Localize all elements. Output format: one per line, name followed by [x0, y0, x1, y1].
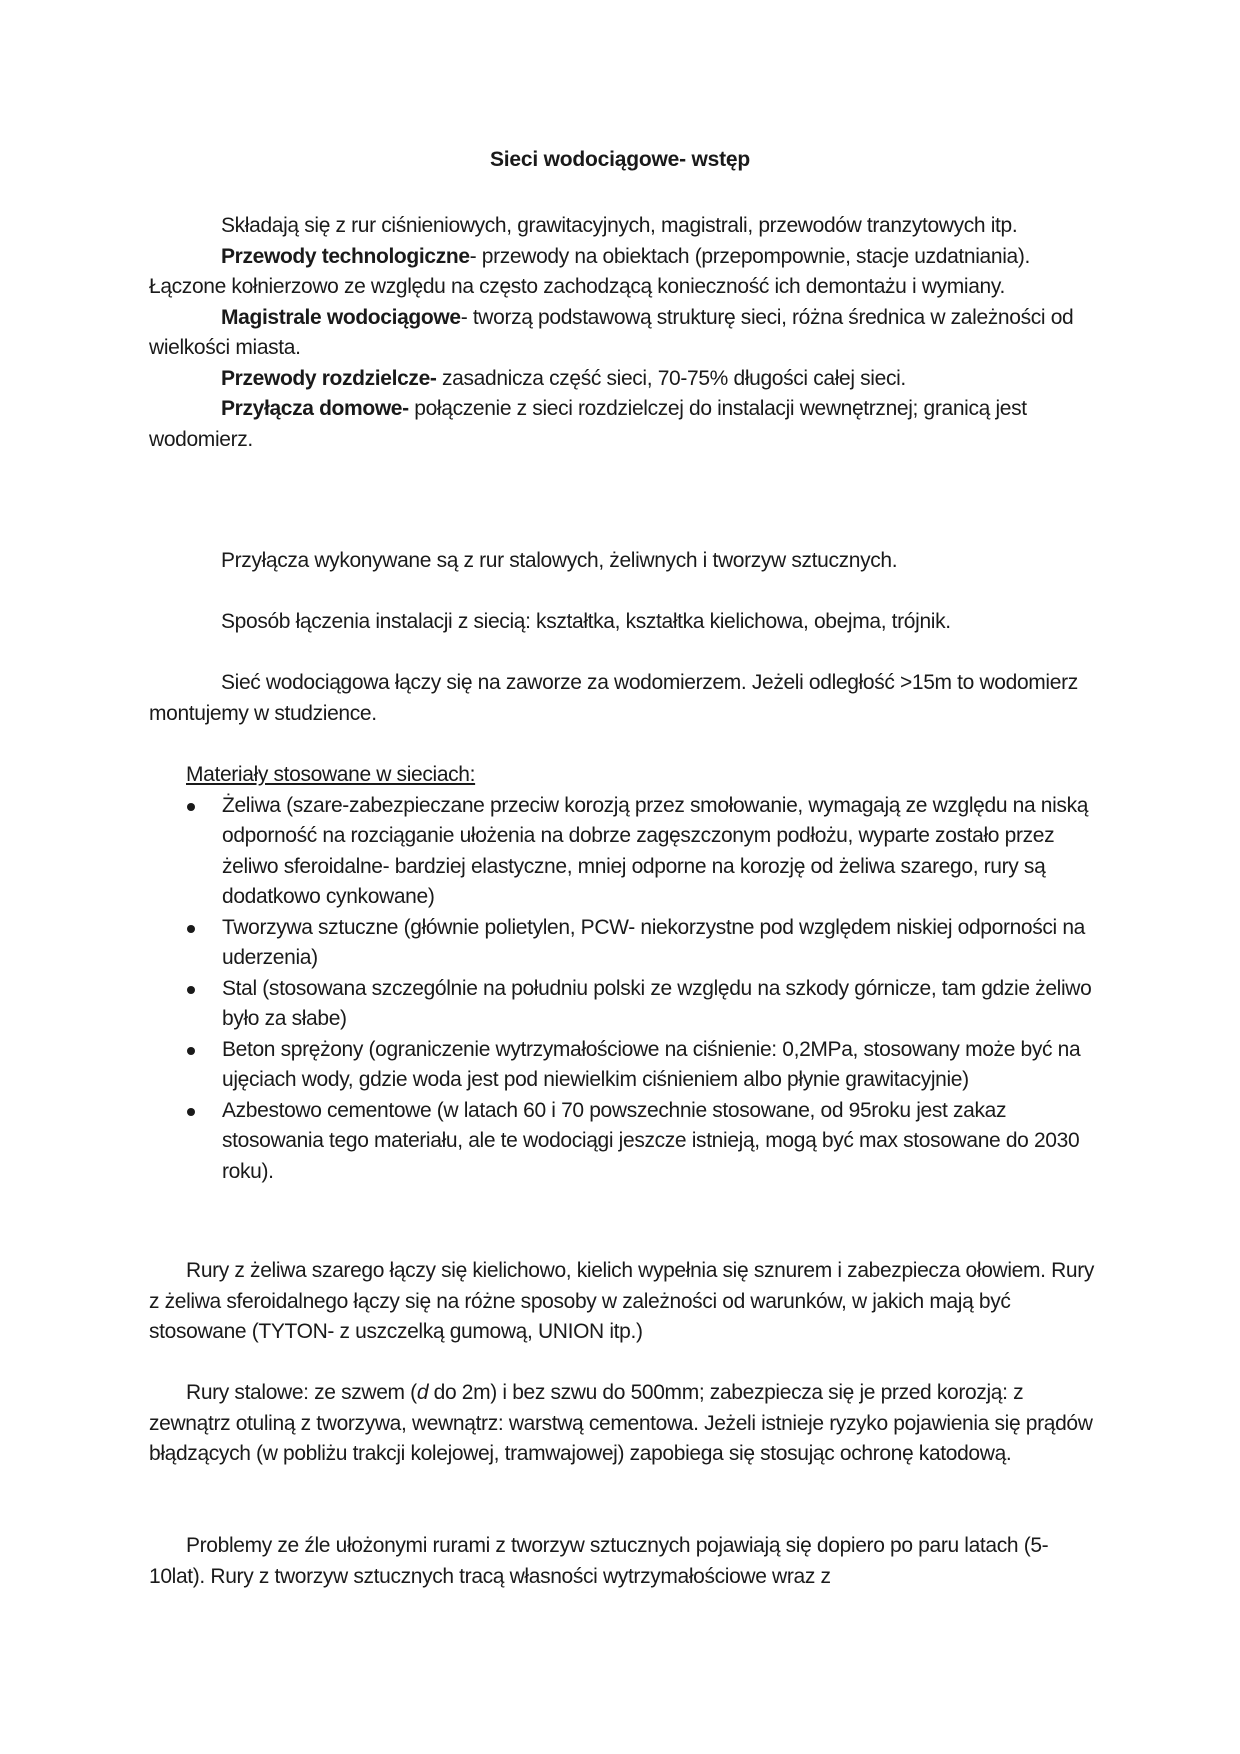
term-distribution-pipes: Przewody rozdzielcze- [221, 366, 437, 390]
network-valve-paragraph [149, 668, 1099, 729]
intro-paragraph: Składają się z rur ciśnieniowych, grawitacyjnych, magistrali, przewodów tranzytowych itp. [221, 214, 1018, 237]
cast-iron-pipes-text: Rury z żeliwa szarego łączy się kielichowo, kielich wypełnia się sznurem i zabezpiecza ołowiem. Rury z żeliwa sferoidalnego łączy się na różne sposoby w zależności od warunków, w jakich mają być stosowane (TYTON- z uszczelką gumową, UNION itp.) [149, 1259, 1095, 1343]
list-item [149, 791, 1099, 913]
bullet-icon [187, 925, 195, 933]
network-valve-text: Sieć wodociągowa łączy się na zaworze za wodomierzem. Jeżeli odległość >15m to wodomierz montujemy w studzience. [149, 671, 1078, 725]
list-item [149, 974, 1099, 1035]
connections-material-text: Przyłącza wykonywane są z rur stalowych, żeliwnych i tworzyw sztucznych. [221, 549, 898, 572]
material-cast-iron: Żeliwa (szare-zabezpieczane przeciw korozją przez smołowanie, wymagają ze względu na niską odporność na rozciąganie ułożenia na dobrze zagęszczonym podłożu, wyparte zostało przez żeliwo sferoidalne- bardziej elastyczne, mniej odporne na korozję od żeliwa szarego, rury są dodatkowo cynkowane) [222, 793, 1089, 908]
list-item [149, 1096, 1099, 1188]
material-steel: Stal (stosowana szczególnie na południu polski ze względu na szkody górnicze, tam gdzie żeliwo było za słabe) [222, 976, 1092, 1030]
plastic-pipes-text: Problemy ze źle ułożonymi rurami z tworzyw sztucznych pojawiają się dopiero po paru latach (5-10lat). Rury z tworzyw sztucznych tracą własności wytrzymałościowe wraz z [149, 1534, 1049, 1588]
intro-section [149, 211, 1099, 455]
cast-iron-pipes-paragraph [149, 1256, 1099, 1348]
term-mains: Magistrale wodociągowe [221, 305, 461, 329]
connection-method-text: Sposób łączenia instalacji z siecią: kształtka, kształtka kielichowa, obejma, trójnik. [221, 610, 951, 633]
distribution-pipes-paragraph [149, 364, 1099, 395]
steel-pipes-paragraph [149, 1378, 1099, 1470]
mains-text: - tworzą podstawową strukturę sieci, różna średnica w zależności od wielkości miasta. [149, 305, 1074, 359]
house-connections-text: połączenie z sieci rozdzielczej do instalacji wewnętrznej; granicą jest wodomierz. [149, 397, 1027, 451]
bullet-icon [187, 986, 195, 994]
material-plastics: Tworzywa sztuczne (głównie polietylen, PCW- niekorzystne pod względem niskiej odporności na uderzenia) [222, 915, 1086, 969]
bullet-icon [187, 803, 195, 811]
steel-pipes-text-b: do 2m) i bez szwu do 500mm; zabezpiecza się je przed korozją: z zewnątrz otuliną z tworzywa, wewnątrz: warstwą cementowa. Jeżeli istnieje ryzyko pojawienia się prądów błądzących (w pobliżu trakcji kolejowej, tramwajowej) zapobiega się stosując ochronę katodową. [149, 1381, 1093, 1465]
plastic-pipes-paragraph [149, 1531, 1099, 1592]
steel-pipes-text-a: Rury stalowe: ze szwem ( [186, 1381, 417, 1404]
materials-section [149, 760, 1099, 1187]
connection-method-paragraph [149, 607, 1099, 638]
material-prestressed-concrete: Beton sprężony (ograniczenie wytrzymałościowe na ciśnienie: 0,2MPa, stosowany może być na ujęciach wody, gdzie woda jest pod niewielkim ciśnieniem albo płynie grawitacyjnie) [222, 1037, 1081, 1091]
house-connections-paragraph [149, 394, 1099, 455]
term-technological-pipes: Przewody technologiczne [221, 244, 470, 268]
list-item [149, 1035, 1099, 1096]
list-item [149, 913, 1099, 974]
bullet-icon [187, 1047, 195, 1055]
materials-list [149, 791, 1099, 1188]
page-title: Sieci wodociągowe- wstęp [489, 148, 751, 171]
diameter-symbol: d [416, 1381, 429, 1404]
technological-pipes-text: - przewody na obiektach (przepompownie, stacje uzdatniania). Łączone kołnierzowo ze względu na często zachodzącą konieczność ich demontażu i wymiany. [149, 244, 1030, 298]
mains-paragraph [149, 303, 1099, 364]
material-asbestos-cement: Azbestowo cementowe (w latach 60 i 70 powszechnie stosowane, od 95roku jest zakaz stosowania tego materiału, ale te wodociągi jeszcze istnieją, mogą być max stosowane do 2030 roku). [222, 1098, 1080, 1183]
bullet-icon [187, 1108, 195, 1116]
technological-pipes-paragraph [149, 242, 1099, 303]
term-house-connections: Przyłącza domowe- [221, 397, 409, 420]
distribution-pipes-text: zasadnicza część sieci, 70-75% długości całej sieci. [436, 366, 906, 390]
steel-pipes-text [149, 1378, 1099, 1470]
materials-heading: Materiały stosowane w sieciach: [186, 763, 476, 786]
connections-material-paragraph [149, 546, 1099, 577]
